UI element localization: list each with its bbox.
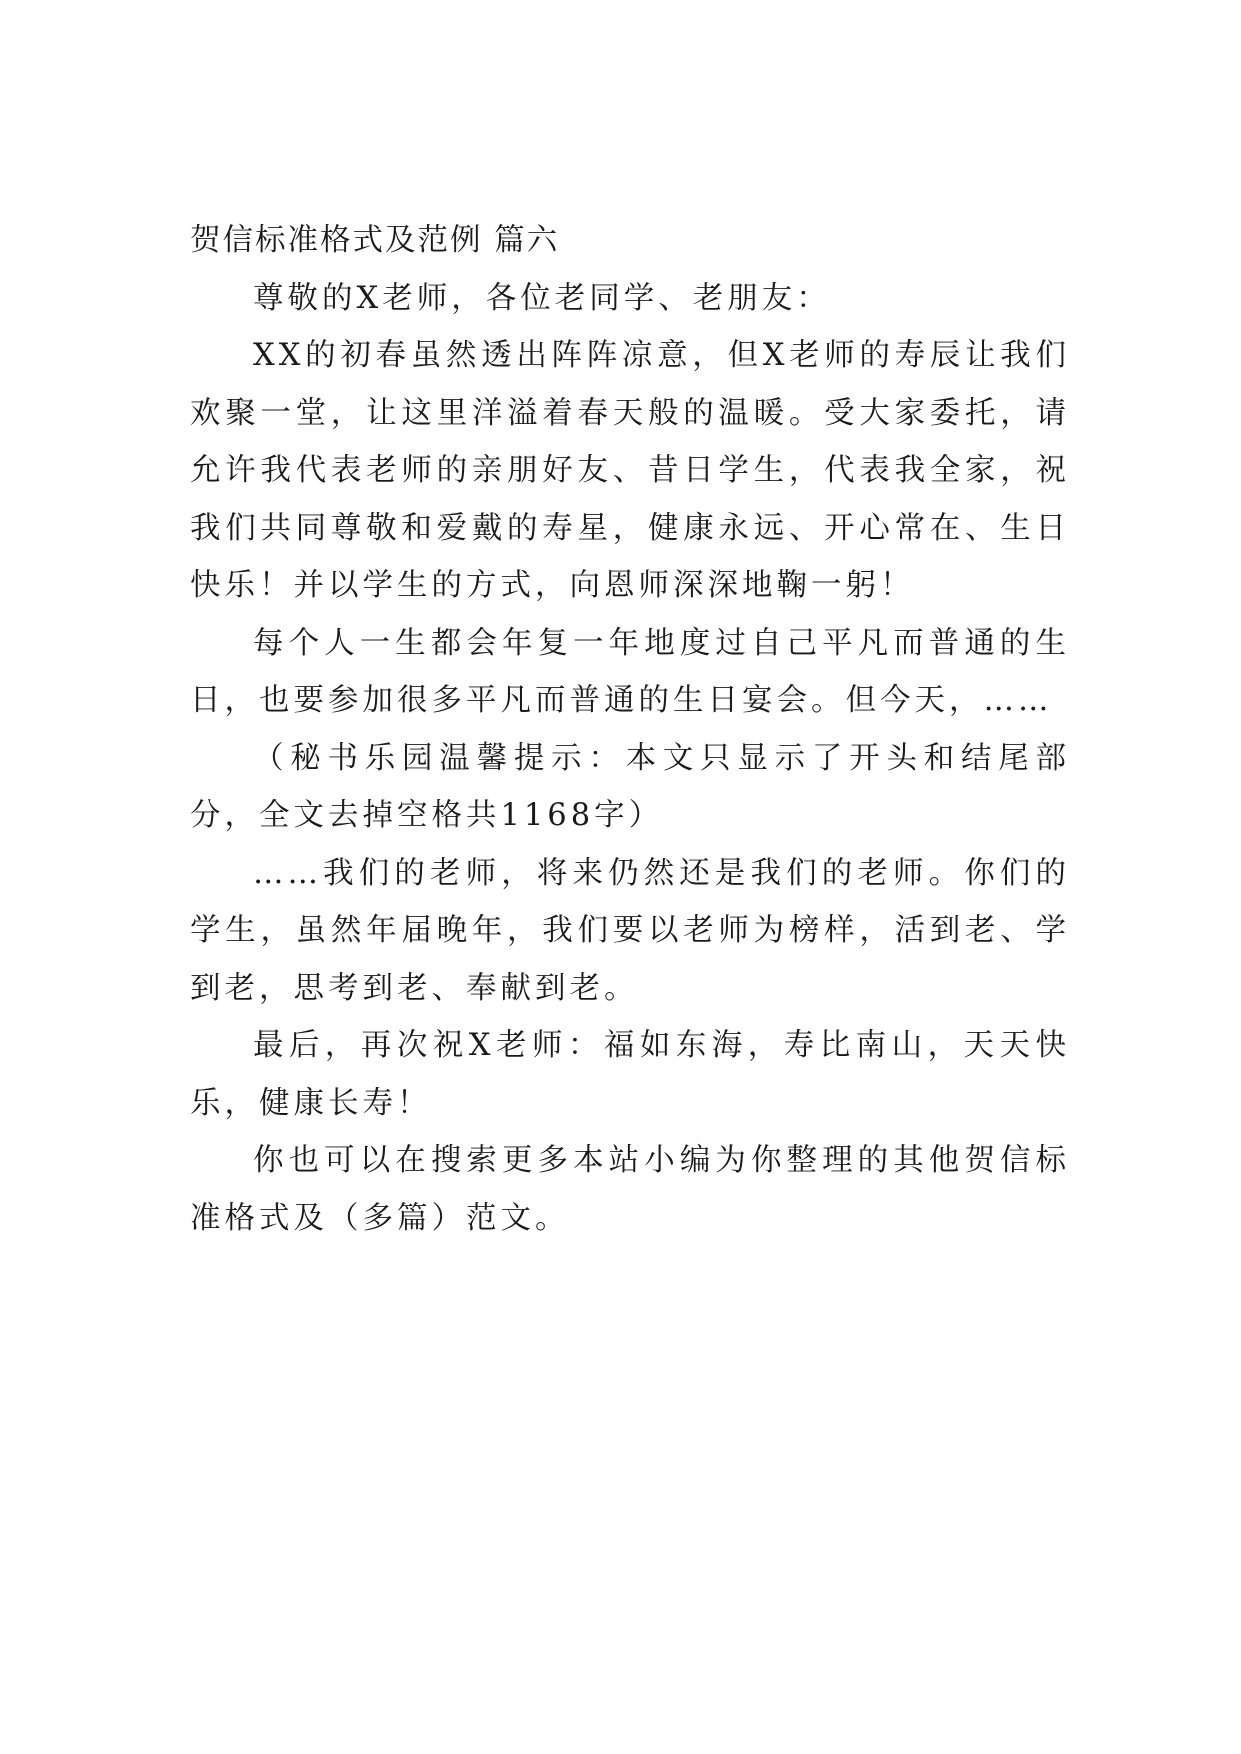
document-body: [190, 212, 1070, 1247]
document-title: 贺信标准格式及范例 篇六: [190, 223, 560, 258]
footer-note-paragraph: 你也可以在搜索更多本站小编为你整理的其他贺信标准格式及（多篇）范文。: [190, 1143, 1070, 1236]
body-paragraph: 每个人一生都会年复一年地度过自己平凡而普通的生日，也要参加很多平凡而普通的生日宴会。但今天，……: [190, 625, 1070, 718]
salutation-paragraph: 尊敬的X老师，各位老同学、老朋友：: [253, 280, 831, 316]
body-paragraph: ……我们的老师，将来仍然还是我们的老师。你们的学生，虽然年届晚年，我们要以老师为榜样，活到老、学到老，思考到老、奉献到老。: [190, 855, 1070, 1006]
editor-note-paragraph: （秘书乐园温馨提示：本文只显示了开头和结尾部分，全文去掉空格共1168字）: [190, 740, 1070, 833]
closing-paragraph: 最后，再次祝X老师：福如东海，寿比南山，天天快乐，健康长寿！: [190, 1028, 1070, 1121]
body-paragraph: XX的初春虽然透出阵阵凉意，但X老师的寿辰让我们欢聚一堂，让这里洋溢着春天般的温暖。受大家委托，请允许我代表老师的亲朋好友、昔日学生，代表我全家，祝我们共同尊敬和爱戴的寿星，健康永远、开心常在、生日快乐！并以学生的方式，向恩师深深地鞠一躬！: [190, 338, 1070, 603]
